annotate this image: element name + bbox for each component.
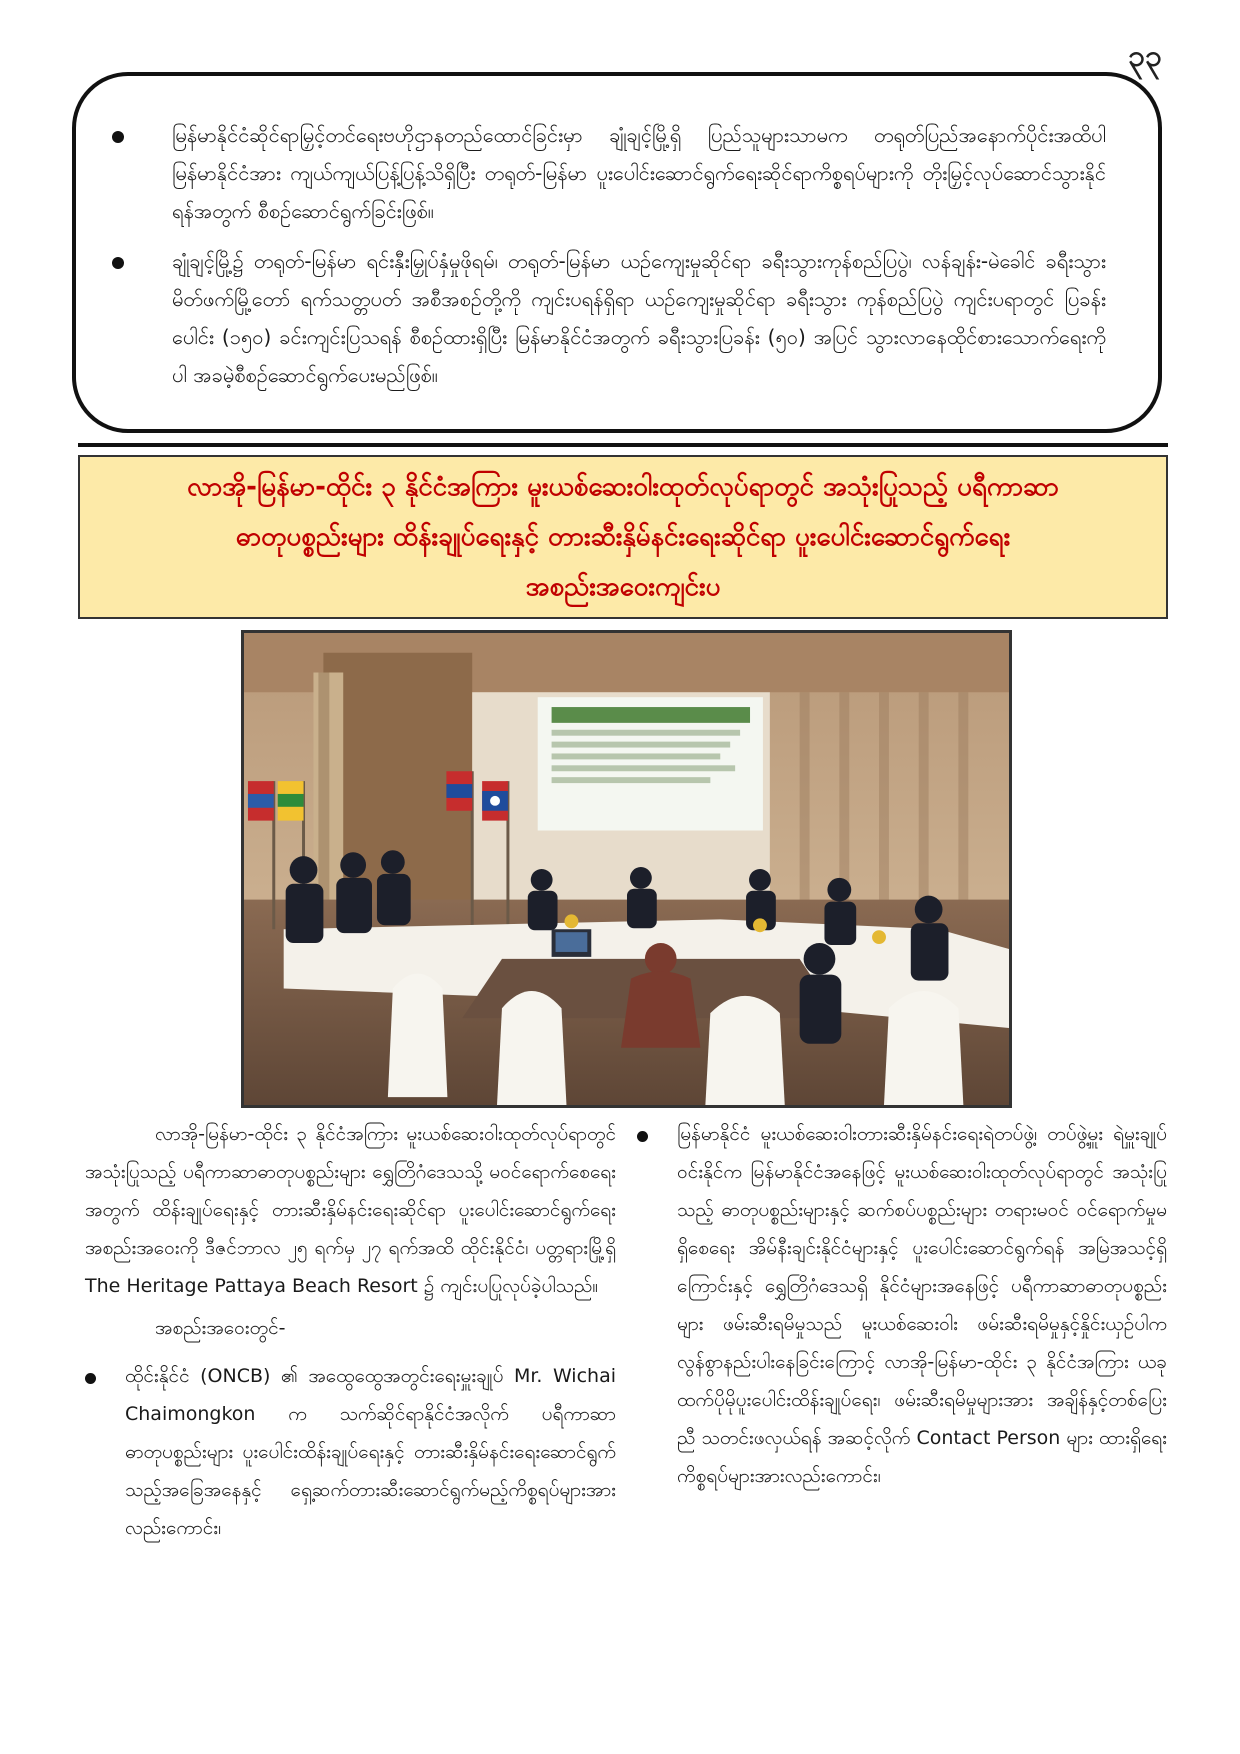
right-column [637,1115,1167,1495]
headline-line: အစည်းအဝေးကျင်းပ [525,572,721,602]
summary-item [112,116,1106,230]
meeting-photo [241,630,1012,1108]
article-headline [187,462,1059,612]
bullet-icon [112,131,124,143]
section-divider [78,443,1168,447]
intro-paragraph: လာအို-မြန်မာ-ထိုင်း ၃ နိုင်ငံအကြား မူးယစ်ဆေးဝါးထုတ်လုပ်ရာတွင် အသုံးပြုသည့် ပရီကာဆာဓာတုပစ္စည်းများ ရွှေတြိဂံဒေသသို့ မဝင်ရောက်စေရေးအတွက် ထိန်းချုပ်ရေးနှင့် တားဆီးနှိမ်နင်းရေးဆိုင်ရာ ပူးပေါင်းဆောင်ရွက်ရေးအစည်းအဝေးကို ဒီဇင်ဘာလ ၂၅ ရက်မှ ၂၇ ရက်အထိ ထိုင်းနိုင်ငံ၊ ပတ္တရားမြို့ရှိ The Heritage Pattaya Beach Resort ၌ ကျင်းပပြုလုပ်ခဲ့ပါသည်။ [85,1123,616,1297]
left-bullet-text: ထိုင်းနိုင်ငံ (ONCB) ၏ အထွေထွေအတွင်းရေးမှူးချုပ် Mr. Wichai Chaimongkon က သက်ဆိုင်ရာနိုင်ငံအလိုက် ပရီကာဆာဓာတုပစ္စည်းများ ပူးပေါင်းထိန်းချုပ်ရေးနှင့် တားဆီးနှိမ်နင်းရေးဆောင်ရွက်သည့်အခြေအနေနှင့် ရှေ့ဆက်တားဆီးဆောင်ရွက်မည့်ကိစ္စရပ်များအားလည်းကောင်း၊ [125,1365,616,1539]
summary-item [112,242,1106,394]
headline-line: လာအို-မြန်မာ-ထိုင်း ၃ နိုင်ငံအကြား မူးယစ်ဆေးဝါးထုတ်လုပ်ရာတွင် အသုံးပြုသည့် ပရီကာဆာ [187,472,1059,502]
summary-box [72,72,1162,433]
left-bullet-list [85,1357,616,1547]
left-bullet-item [85,1357,616,1547]
bullet-icon [112,257,124,269]
bullet-icon [637,1131,648,1142]
right-bullet-list [637,1115,1167,1495]
meeting-subheading: အစည်းအဝေးတွင်- [155,1317,286,1339]
meeting-room-illustration [244,633,1009,1105]
headline-banner [78,455,1168,619]
right-bullet-text: မြန်မာနိုင်ငံ မူးယစ်ဆေးဝါးတားဆီးနှိမ်နင်းရေးရဲတပ်ဖွဲ့၊ တပ်ဖွဲ့မှူး ရဲမှူးချုပ်ဝင်းနိုင်က မြန်မာနိုင်ငံအနေဖြင့် မူးယစ်ဆေးဝါးထုတ်လုပ်ရာတွင် အသုံးပြုသည့် ဓာတုပစ္စည်းများနှင့် ဆက်စပ်ပစ္စည်းများ တရားမဝင် ဝင်ရောက်မှုမရှိစေရေး အိမ်နီးချင်းနိုင်ငံများနှင့် ပူးပေါင်းဆောင်ရွက်ရန် အမြဲအသင့်ရှိကြောင်းနှင့် ရွှေတြိဂံဒေသရှိ နိုင်ငံများအနေဖြင့် ပရီကာဆာဓာတုပစ္စည်းများ ဖမ်းဆီးရမိမှုသည် မူးယစ်ဆေးဝါး ဖမ်းဆီးရမိမှုနှင့်နှိုင်းယှဉ်ပါက လွန်စွာနည်းပါးနေခြင်းကြောင့် လာအို-မြန်မာ-ထိုင်း ၃ နိုင်ငံအကြား ယခုထက်ပိုမိုပူးပေါင်းထိန်းချုပ်ရေး၊ ဖမ်းဆီးရမိမှုများအား အချိန်နှင့်တစ်ပြေးညီ သတင်းဖလှယ်ရန် အဆင့်လိုက် Contact Person များ ထားရှိရေးကိစ္စရပ်များအားလည်းကောင်း၊ [677,1123,1167,1487]
left-column [85,1115,616,1547]
summary-item-text: မြန်မာနိုင်ငံဆိုင်ရာမြှင့်တင်ရေးဗဟိုဌာနတည်ထောင်ခြင်းမှာ ချုံချင့်မြို့ရှိ ပြည်သူများသာမက တရုတ်ပြည်အနောက်ပိုင်းအထိပါ မြန်မာနိုင်ငံအား ကျယ်ကျယ်ပြန့်ပြန့်သိရှိပြီး တရုတ်-မြန်မာ ပူးပေါင်းဆောင်ရွက်ရေးဆိုင်ရာကိစ္စရပ်များကို တိုးမြှင့်လုပ်ဆောင်သွားနိုင်ရန်အတွက် စီစဉ်ဆောင်ရွက်ခြင်းဖြစ်။ [172,123,1106,223]
bullet-icon [85,1373,96,1384]
summary-item-text: ချုံချင့်မြို့၌ တရုတ်-မြန်မာ ရင်းနှီးမြှုပ်နှံမှုဖိုရမ်၊ တရုတ်-မြန်မာ ယဉ်ကျေးမှုဆိုင်ရာ ခရီးသွားကုန်စည်ပြပွဲ၊ လန်ချန်း-မဲခေါင် ခရီးသွားမိတ်ဖက်မြို့တော် ရက်သတ္တပတ် အစီအစဉ်တို့ကို ကျင်းပရန်ရှိရာ ယဉ်ကျေးမှုဆိုင်ရာ ခရီးသွား ကုန်စည်ပြပွဲ ကျင်းပရာတွင် ပြခန်းပေါင်း (၁၅၀) ခင်းကျင်းပြသရန် စီစဉ်ထားရှိပြီး မြန်မာနိုင်ငံအတွက် ခရီးသွားပြခန်း (၅၀) အပြင် သွားလာနေထိုင်စားသောက်ရေးကိုပါ အခမဲ့စီစဉ်ဆောင်ရွက်ပေးမည်ဖြစ်။ [172,249,1106,387]
headline-line: ဓာတုပစ္စည်းများ ထိန်းချုပ်ရေးနှင့် တားဆီးနှိမ်နင်းရေးဆိုင်ရာ ပူးပေါင်းဆောင်ရွက်ရေး [235,522,1011,552]
summary-list [112,116,1106,394]
page-number: ၃၃ [1128,39,1162,74]
right-bullet-item [637,1115,1167,1495]
